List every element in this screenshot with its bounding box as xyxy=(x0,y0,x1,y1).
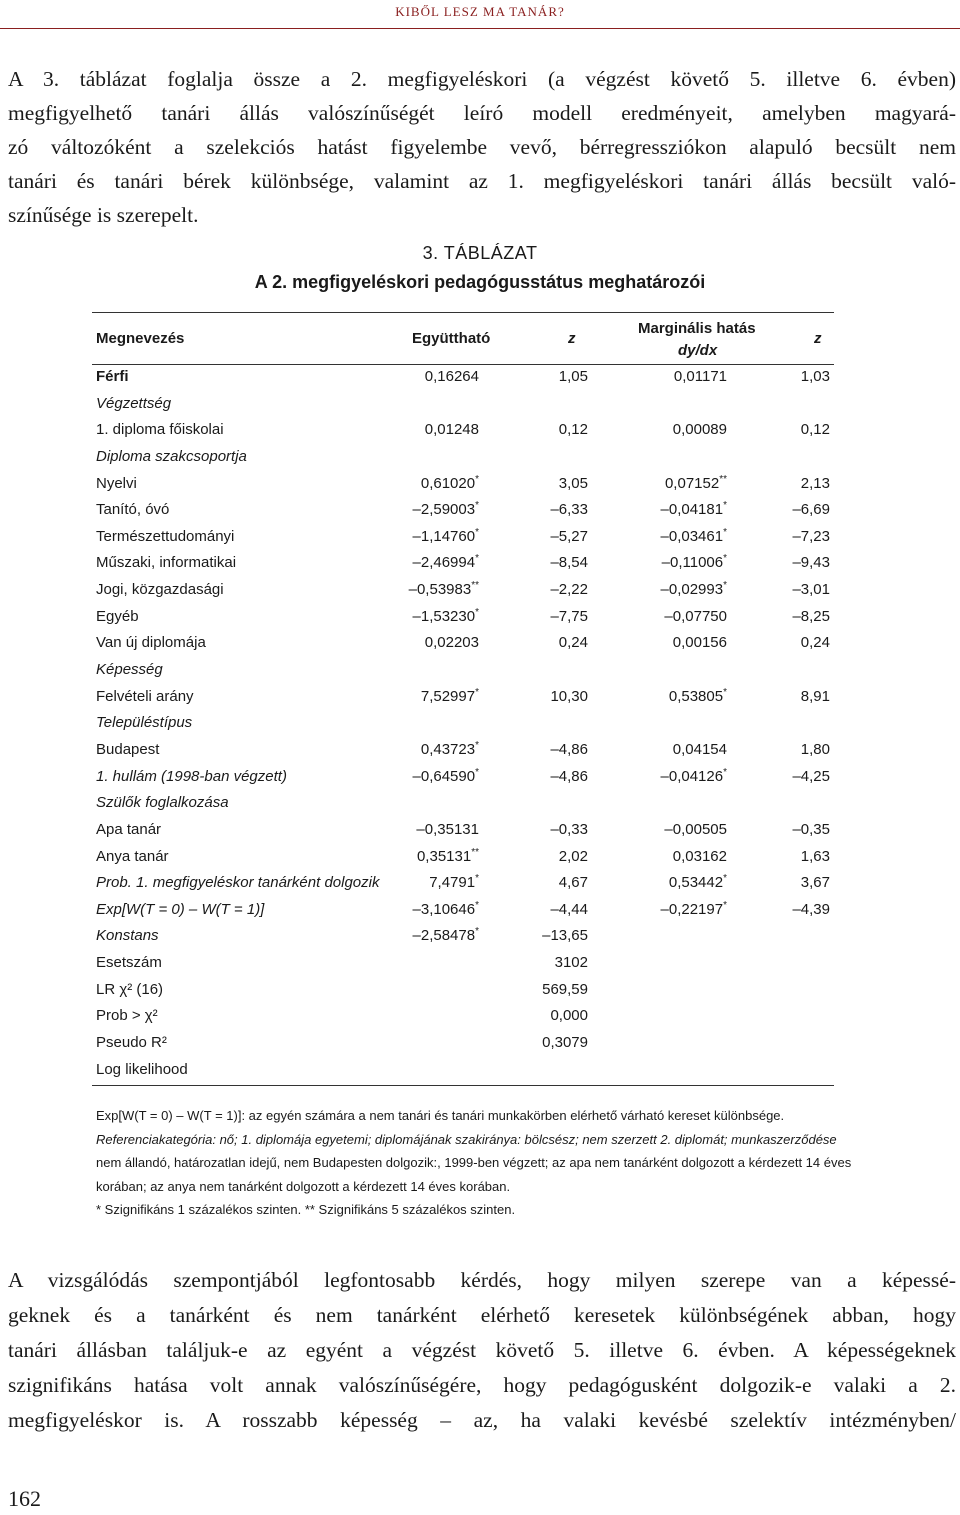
coefficient-cell: 7,4791* xyxy=(429,873,479,892)
row-label: Szülők foglalkozása xyxy=(96,794,229,812)
table-title: A 2. megfigyeléskori pedagógusstátus meghatározói xyxy=(254,272,706,292)
table-header xyxy=(96,312,834,364)
z-cell: –2,22 xyxy=(550,581,588,599)
marginal-effect-cell: –0,04181* xyxy=(660,500,727,519)
row-label: Egyéb xyxy=(96,607,139,625)
coefficient-cell: 0,35131** xyxy=(416,846,479,865)
table-bottom-rule xyxy=(92,1085,834,1086)
table-stats xyxy=(96,950,834,1083)
significance-marker: * xyxy=(475,553,479,565)
coefficient-cell: –0,35131 xyxy=(416,820,479,838)
z-cell: 4,67 xyxy=(558,874,588,892)
marginal-effect-cell: 0,53442* xyxy=(668,873,727,892)
stat-label: Prob > χ² xyxy=(96,1007,158,1025)
significance-marker: * xyxy=(475,926,479,938)
table-row xyxy=(96,471,834,498)
row-label: Végzettség xyxy=(96,394,172,412)
table-row xyxy=(96,684,834,711)
header-coef: Együttható xyxy=(412,330,491,347)
significance-marker: * xyxy=(475,873,479,885)
intro-line: A 3. táblázat foglalja össze a 2. megfigyeléskori (a végzést követő 5. illetve 6. évben) xyxy=(8,67,956,91)
significance-marker: * xyxy=(723,899,727,911)
z-cell: 0,12 xyxy=(558,421,588,439)
z-cell: –4,86 xyxy=(550,740,588,758)
marginal-z-cell: –4,39 xyxy=(792,900,830,918)
note-line: Exp[W(T = 0) – W(T = 1)]: az egyén számára a nem tanári és tanári munkakörben elérhető várható kereset különbsége. xyxy=(96,1108,785,1123)
stat-value: 0,3079 xyxy=(542,1034,588,1052)
coefficient-cell: 7,52997* xyxy=(420,686,479,705)
marginal-z-cell: 1,03 xyxy=(800,368,830,385)
table-row xyxy=(96,790,834,817)
table-row xyxy=(96,444,834,471)
stat-label: Pseudo R² xyxy=(96,1034,167,1052)
significance-marker: ** xyxy=(471,846,479,858)
marginal-effect-cell: 0,04154 xyxy=(672,740,727,758)
coefficient-cell: –2,58478* xyxy=(412,926,479,945)
marginal-z-cell: –0,35 xyxy=(792,820,830,838)
row-label: Képesség xyxy=(96,661,163,679)
row-label: Jogi, közgazdasági xyxy=(96,581,224,599)
table-row xyxy=(96,391,834,418)
significance-marker: * xyxy=(475,686,479,698)
table-row xyxy=(96,844,834,871)
header-divider xyxy=(0,28,960,29)
row-label: Prob. 1. megfigyeléskor tanárként dolgozik xyxy=(96,874,380,892)
coefficient-cell: –0,64590* xyxy=(412,766,479,785)
significance-marker: * xyxy=(475,899,479,911)
row-label: 1. diploma főiskolai xyxy=(96,421,224,439)
header-dydx: dy/dx xyxy=(678,342,718,359)
coefficient-cell: 0,43723* xyxy=(420,739,479,758)
row-label: Nyelvi xyxy=(96,474,137,492)
note-line: * Szignifikáns 1 százalékos szinten. ** Szignifikáns 5 százalékos szinten. xyxy=(96,1202,516,1217)
marginal-effect-cell: –0,03461* xyxy=(660,526,727,545)
stat-label: Log likelihood xyxy=(96,1060,188,1078)
outro-line: geknek és a tanárként és nem tanárként elérhető keresetek különbségének abban, hogy xyxy=(8,1303,956,1327)
significance-marker: * xyxy=(475,606,479,618)
row-label: Tanító, óvó xyxy=(96,501,170,519)
table-row xyxy=(96,897,834,924)
intro-paragraph xyxy=(8,62,956,232)
table-row xyxy=(96,657,834,684)
marginal-z-cell: –9,43 xyxy=(792,554,830,572)
row-label: Természettudományi xyxy=(96,527,235,545)
row-label: Exp[W(T = 0) – W(T = 1)] xyxy=(96,900,265,918)
intro-line: tanári és tanári bérek különbsége, valamint az 1. megfigyeléskori tanári állás becsült való- xyxy=(8,169,956,193)
table-row xyxy=(96,524,834,551)
table-row xyxy=(96,550,834,577)
marginal-effect-cell: –0,02993* xyxy=(660,580,727,599)
marginal-effect-cell: –0,22197* xyxy=(660,899,727,918)
stat-value: 3102 xyxy=(554,954,588,972)
table-notes xyxy=(96,1104,896,1222)
table-row xyxy=(96,577,834,604)
stat-label: LR χ² (16) xyxy=(96,980,164,998)
significance-marker: ** xyxy=(719,473,727,485)
table-row xyxy=(96,737,834,764)
z-cell: 0,24 xyxy=(558,634,588,652)
coefficient-cell: –1,53230* xyxy=(412,606,479,625)
z-cell: 10,30 xyxy=(550,687,588,705)
row-label: Apa tanár xyxy=(96,820,162,838)
marginal-effect-cell: 0,01171 xyxy=(673,368,727,385)
marginal-z-cell: –7,23 xyxy=(792,527,830,545)
running-head: KIBŐL LESZ MA TANÁR? xyxy=(395,4,565,19)
marginal-effect-cell: –0,00505 xyxy=(664,820,727,838)
note-line: Referenciakategória: nő; 1. diplomája egyetemi; diplomájának szakiránya: bölcsész; nem szerzett 2. diplomát; munkaszerződése xyxy=(96,1131,837,1147)
z-cell: –4,44 xyxy=(550,900,588,918)
table-row xyxy=(96,923,834,950)
coefficient-cell: –2,59003* xyxy=(412,500,479,519)
marginal-z-cell: 0,12 xyxy=(800,421,830,439)
marginal-effect-cell: 0,00156 xyxy=(672,634,727,652)
marginal-z-cell: –4,25 xyxy=(792,767,830,785)
marginal-effect-cell: 0,53805* xyxy=(668,686,727,705)
significance-marker: * xyxy=(723,766,727,778)
coefficient-cell: –2,46994* xyxy=(412,553,479,572)
marginal-z-cell: 0,24 xyxy=(800,634,830,652)
row-label: Diploma szakcsoportja xyxy=(96,447,247,465)
table-row xyxy=(96,417,834,444)
stat-label: Esetszám xyxy=(96,954,162,972)
intro-line: színűsége is szerepelt. xyxy=(8,203,199,227)
marginal-z-cell: 8,91 xyxy=(800,687,830,705)
marginal-effect-cell: –0,04126* xyxy=(660,766,727,785)
intro-line: zó változóként a szelekciós hatást figyelembe vevő, bérregressziókon alapuló becsült nem xyxy=(8,135,956,159)
z-cell: –5,27 xyxy=(550,527,588,545)
header-z-marginal: z xyxy=(814,330,822,347)
outro-line: szignifikáns hatása volt annak valószínűségére, hogy pedagógusként dolgozik-e valaki a 2. xyxy=(8,1373,956,1397)
significance-marker: * xyxy=(475,526,479,538)
table-label: 3. TÁBLÁZAT xyxy=(422,243,538,263)
coefficient-cell: 0,16264 xyxy=(424,368,479,385)
coefficient-cell: 0,01248 xyxy=(424,421,479,439)
page-number: 162 xyxy=(8,1486,41,1511)
z-cell: –6,33 xyxy=(550,501,588,519)
significance-marker: * xyxy=(723,580,727,592)
row-label: Van új diplomája xyxy=(96,634,206,652)
z-cell: 3,05 xyxy=(558,474,588,492)
table-row xyxy=(96,764,834,791)
results-table xyxy=(96,312,834,1083)
marginal-effect-cell: 0,03162 xyxy=(672,847,727,865)
table-row xyxy=(96,604,834,631)
marginal-effect-cell: –0,11006* xyxy=(661,553,727,572)
table-row xyxy=(96,630,834,657)
z-cell: –0,33 xyxy=(550,820,588,838)
z-cell: 1,05 xyxy=(558,368,588,385)
coefficient-cell: 0,61020* xyxy=(420,473,479,492)
stats-row xyxy=(96,1057,834,1084)
outro-line: tanári állásban találjuk-e az egyént a végzést követő 5. illetve 6. évben. A képességeknek xyxy=(8,1338,956,1362)
stats-row xyxy=(96,1003,834,1030)
marginal-z-cell: –6,69 xyxy=(792,501,830,519)
significance-marker: * xyxy=(723,526,727,538)
table-row xyxy=(96,870,834,897)
row-label: Településtípus xyxy=(96,714,193,732)
marginal-z-cell: 2,13 xyxy=(800,474,830,492)
row-label: Anya tanár xyxy=(96,847,169,865)
note-line: nem állandó, határozatlan idejű, nem Budapesten dolgozik:, 1999-ben végzett; az apa nem tanárként dolgozott a kérdezett 14 éves xyxy=(96,1155,852,1170)
table-row xyxy=(96,497,834,524)
marginal-z-cell: 1,80 xyxy=(800,740,830,758)
coefficient-cell: –0,53983** xyxy=(408,580,479,599)
coefficient-cell: 0,02203 xyxy=(424,634,479,652)
marginal-z-cell: 1,63 xyxy=(800,847,830,865)
stats-row xyxy=(96,1030,834,1057)
intro-line: megfigyelhető tanári állás valószínűségét leíró modell eredményeit, amelyben magyará- xyxy=(8,101,956,125)
marginal-z-cell: –8,25 xyxy=(792,607,830,625)
outro-line: A vizsgálódás szempontjából legfontosabb kérdés, hogy milyen szerepe van a képessé- xyxy=(8,1268,956,1292)
significance-marker: * xyxy=(475,473,479,485)
z-cell: –13,65 xyxy=(542,927,588,945)
outro-line: megfigyeléskor is. A rosszabb képesség – az, ha valaki kevésbé szelektív intézményben/ xyxy=(8,1408,956,1432)
significance-marker: * xyxy=(475,739,479,751)
significance-marker: ** xyxy=(471,580,479,592)
marginal-effect-cell: 0,00089 xyxy=(672,421,727,439)
table-body xyxy=(96,364,834,950)
stats-row xyxy=(96,950,834,977)
row-label: Férfi xyxy=(96,368,129,385)
coefficient-cell: –3,10646* xyxy=(412,899,479,918)
outro-paragraph xyxy=(8,1263,956,1438)
stat-value: 0,000 xyxy=(550,1007,588,1025)
z-cell: 2,02 xyxy=(558,847,588,865)
z-cell: –7,75 xyxy=(550,607,588,625)
significance-marker: * xyxy=(723,500,727,512)
note-line: korában; az anya nem tanárként dolgozott a kérdezett 14 éves korában. xyxy=(96,1178,511,1194)
table-row xyxy=(96,364,834,391)
header-marginal: Marginális hatás xyxy=(638,320,756,337)
z-cell: –4,86 xyxy=(550,767,588,785)
row-label: Budapest xyxy=(96,740,160,758)
row-label: Konstans xyxy=(96,927,159,945)
significance-marker: * xyxy=(475,500,479,512)
marginal-effect-cell: 0,07152** xyxy=(664,473,727,492)
row-label: Műszaki, informatikai xyxy=(96,554,237,572)
header-z: z xyxy=(568,330,576,347)
marginal-z-cell: –3,01 xyxy=(792,581,830,599)
marginal-effect-cell: –0,07750 xyxy=(664,607,727,625)
table-row xyxy=(96,710,834,737)
header-name: Megnevezés xyxy=(96,330,185,347)
significance-marker: * xyxy=(723,873,727,885)
coefficient-cell: –1,14760* xyxy=(412,526,479,545)
significance-marker: * xyxy=(723,553,727,565)
significance-marker: * xyxy=(723,686,727,698)
stats-row xyxy=(96,977,834,1004)
marginal-z-cell: 3,67 xyxy=(800,874,830,892)
row-label: 1. hullám (1998-ban végzett) xyxy=(96,767,287,785)
z-cell: –8,54 xyxy=(550,554,588,572)
table-row xyxy=(96,817,834,844)
row-label: Felvételi arány xyxy=(96,687,194,705)
significance-marker: * xyxy=(475,766,479,778)
stat-value: 569,59 xyxy=(542,980,588,998)
